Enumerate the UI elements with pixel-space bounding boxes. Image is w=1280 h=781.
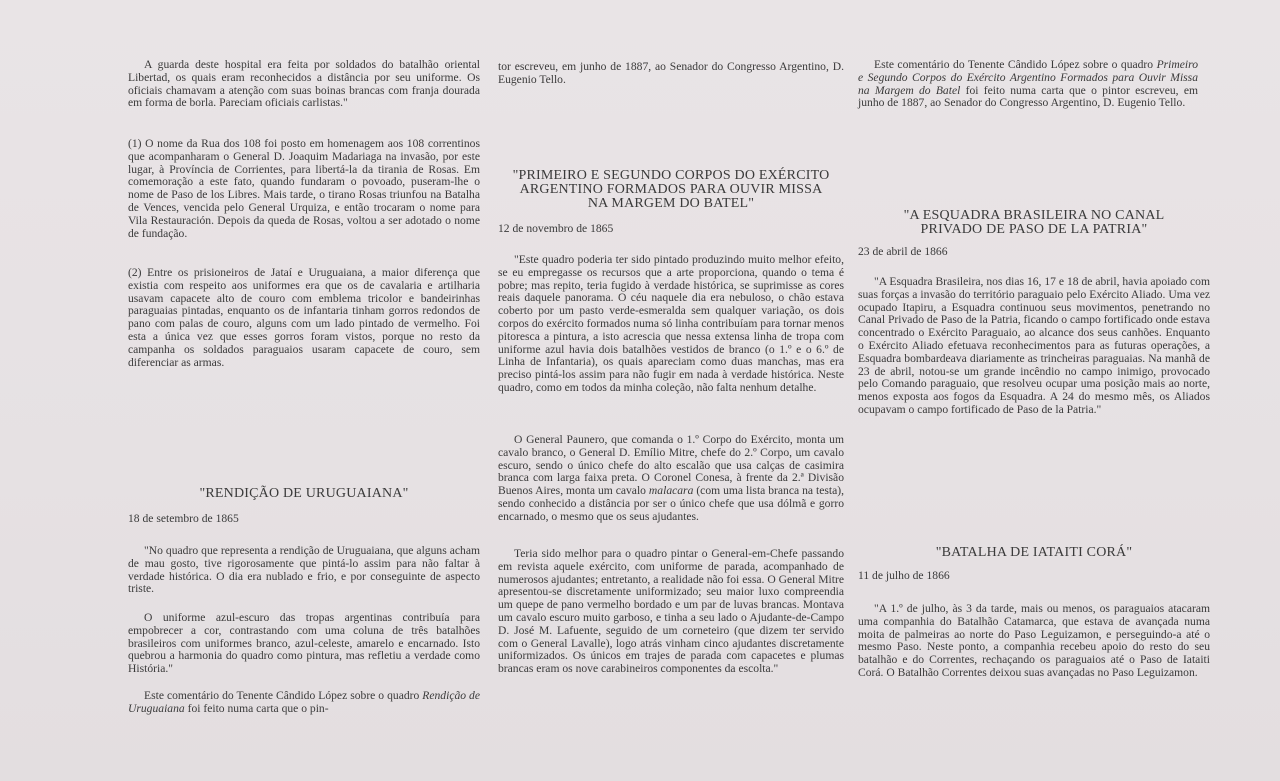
quote-text-start: O General Paunero, que comanda o 1.º Corpo do Exército, monta um cavalo branco, o General D. Emílio Mitre, chefe do 2.º Corpo, um cavalo escuro, sendo o único chefe do alto escalão que usa calças de casimira branca com larga faixa preta. O Coronel Conesa, à frente da 2.ª Divisão Buenos Aires, monta um cavalo <box>498 433 844 498</box>
footnote-1: (1) O nome da Rua dos 108 foi posto em homenagem aos 108 correntinos que acompanharam o General D. Joaquim Madariaga na invasão, por este lugar, à Província de Corrientes, para libertá-la da tirania de Rosas. Em comemoração a este fato, quando fundaram o povoado, puseram-lhe o nome de Paso de los Libres. Mais tarde, o tirano Rosas triunfou na Batalha de Vences, vencida pelo General Urquiza, e então trocaram o nome para Vila Restauración. Depois da queda de Rosas, voltou a ser adotado o nome de fundação. <box>128 137 480 240</box>
painting-title-corpos: Primeiro e Segundo Corpos do Exército Argentino Formados para Ouvir Missa na Margem do Batel <box>858 58 1198 97</box>
title-line-2: PRIVADO DE PASO DE LA PATRIA" <box>920 222 1148 237</box>
quote-corpos-2 <box>498 434 844 524</box>
section-date-corpos: 12 de novembro de 1865 <box>498 222 614 235</box>
quote-rendicao-1: "No quadro que representa a rendição de Uruguaiana, que alguns acham de mau gosto, tive rigorosamente que pintá-lo assim para não faltar à verdade histórica. O dia era nublado e frio, e por conseguinte de aspecto triste. <box>128 544 480 596</box>
painting-title-rendicao: Rendição de Uruguaiana <box>128 689 480 715</box>
comment-continuation: tor escreveu, em junho de 1887, ao Senador do Congresso Argentino, D. Eugenio Tello. <box>498 60 844 86</box>
section-title-corpos <box>498 169 844 211</box>
section-title-iataiti: "BATALHA DE IATAITI CORÁ" <box>935 545 1133 560</box>
title-line-1: "PRIMEIRO E SEGUNDO CORPOS DO EXÉRCITO <box>512 168 830 183</box>
section-date-esquadra: 23 de abril de 1866 <box>858 245 948 258</box>
title-line-3: NA MARGEM DO BATEL" <box>587 196 755 211</box>
footnote-2: (2) Entre os prisioneiros de Jataí e Uruguaiana, a maior diferença que existia com respeito aos uniformes era que os de cavalaria e artilharia usavam capacete alto de couro com emblema tricolor e bandeirinhas paraguaias pintadas, enquanto os de infantaria tinham gorros redondos de pano com palas de couro, alguns com um lado pintado de vermelho. Foi esta a única vez que esses gorros foram vistos, porque no resto da campanha os soldados paraguaios usaram capacete de couro, sem diferenciar as armas. <box>128 266 480 369</box>
section-date-rendicao: 18 de setembro de 1865 <box>128 512 239 525</box>
term-malacara: malacara <box>648 484 694 498</box>
paragraph-hospital-guard: A guarda deste hospital era feita por soldados do batalhão oriental Libertad, os quais eram reconhecidos a distância por seu uniforme. Os oficiais chamavam a atenção com suas boinas brancas com franja dourada em forma de borla. Pareciam oficiais carlistas." <box>128 58 480 110</box>
section-title-rendicao: "RENDIÇÃO DE URUGUAIANA" <box>199 486 409 501</box>
comment-text-start: Este comentário do Tenente Cândido López sobre o quadro <box>144 689 423 702</box>
title-line-1: "A ESQUADRA BRASILEIRA NO CANAL <box>903 208 1165 223</box>
comment-text-end: foi feito numa carta que o pintor escreveu, em junho de 1887, ao Senador do Congresso Argentino, D. Eugenio Tello. <box>858 83 1198 110</box>
comment-rendicao <box>128 690 480 716</box>
title-line-2: ARGENTINO FORMADOS PARA OUVIR MISSA <box>519 182 823 197</box>
comment-text-start: Este comentário do Tenente Cândido López sobre o quadro <box>874 58 1157 71</box>
comment-text-end: foi feito numa carta que o pin- <box>184 701 329 715</box>
comment-corpos <box>858 59 1198 110</box>
section-title-esquadra <box>858 209 1210 237</box>
section-date-iataiti: 11 de julho de 1866 <box>858 569 950 582</box>
quote-text-end: (com uma lista branca na testa), sendo conhecido a distância por ser o único chefe que usa dólmã e gorro encarnado, o mesmo que os seus ajudantes. <box>498 484 844 523</box>
quote-iataiti: "A 1.º de julho, às 3 da tarde, mais ou menos, os paraguaios atacaram uma companhia do Batalhão Catamarca, que estava de avançada numa moita de palmeiras ao norte do Paso Leguizamon, e perseguindo-a até o mesmo Paso. Neste ponto, a companhia recebeu apoio do resto do seu batalhão e do Correntes, rechaçando os paraguaios até o Paso de Iataiti Corá. O Batalhão Correntes deixou suas avançadas no Paso Leguizamon. <box>858 602 1210 679</box>
quote-rendicao-2: O uniforme azul-escuro das tropas argentinas contribuía para empobrecer a cor, contrastando com uma coluna de três batalhões brasileiros com uniformes branco, azul-celeste, amarelo e encarnado. Isto quebrou a harmonia do quadro como pintura, mas refletiu a verdade como História." <box>128 611 480 676</box>
quote-corpos-1: "Este quadro poderia ter sido pintado produzindo muito melhor efeito, se eu empregasse os recursos que a arte proporciona, quando o tema é pobre; mas repito, teria fugido à verdade histórica, se suprimisse as cores reais daquele panorama. O céu naquele dia era nebuloso, o chão estava coberto por um pasto verde-esmeralda sem qualquer variação, os dois corpos do exército formados numa só linha contribuíam para tornar menos pitoresca a pintura, a isto acrescia que nessa extensa linha de tropa com uniforme azul havia dois batalhões vestidos de branco (o 1.º e o 6.º de Linha de Infantaria), os quais apareciam como duas manchas, mas era preciso pintá-los assim para não fugir em nada à verdade histórica. Neste quadro, como em todos da minha coleção, não falta nenhum detalhe. <box>498 253 844 394</box>
quote-esquadra: "A Esquadra Brasileira, nos dias 16, 17 e 18 de abril, havia apoiado com suas forças a invasão do território paraguaio pelo Exército Aliado. Uma vez ocupado Itapiru, a Esquadra continuou seus movimentos, penetrando no Canal Privado de Paso de la Patria, ficando o campo fortificado onde estava concentrado o Exército Paraguaio, ao alcance dos seus canhões. Enquanto o Exército Aliado efetuava reconhecimentos para as futuras operações, a Esquadra bombardeava diariamente as trincheiras paraguaias. Na manhã de 23 de abril, notou-se um grande incêndio no campo inimigo, provocado pelo Comando paraguaio, que resolveu ocupar uma posição mais ao norte, menos exposta aos fogos da Esquadra. A 24 do mesmo mês, os Aliados ocupavam o campo fortificado de Paso de la Patria." <box>858 275 1210 416</box>
quote-corpos-3: Teria sido melhor para o quadro pintar o General-em-Chefe passando em revista aquele exército, com uniforme de parada, acompanhado de numerosos ajudantes; entretanto, a realidade não foi essa. O General Mitre apresentou-se discretamente uniformizado; seu maior luxo compreendia um quepe de pano vermelho bordado e um par de luvas brancas. Montava um cavalo escuro muito garboso, e tinha a seu lado o Ajudante-de-Campo D. José M. Lafuente, seguido de um corneteiro (que dizem ter servido com o General Lavalle), logo atrás vinham cinco ajudantes discretamente uniformizados. Os únicos em trajes de parada com capacetes e plumas brancas eram os nove carabineiros componentes da escolta." <box>498 547 844 676</box>
